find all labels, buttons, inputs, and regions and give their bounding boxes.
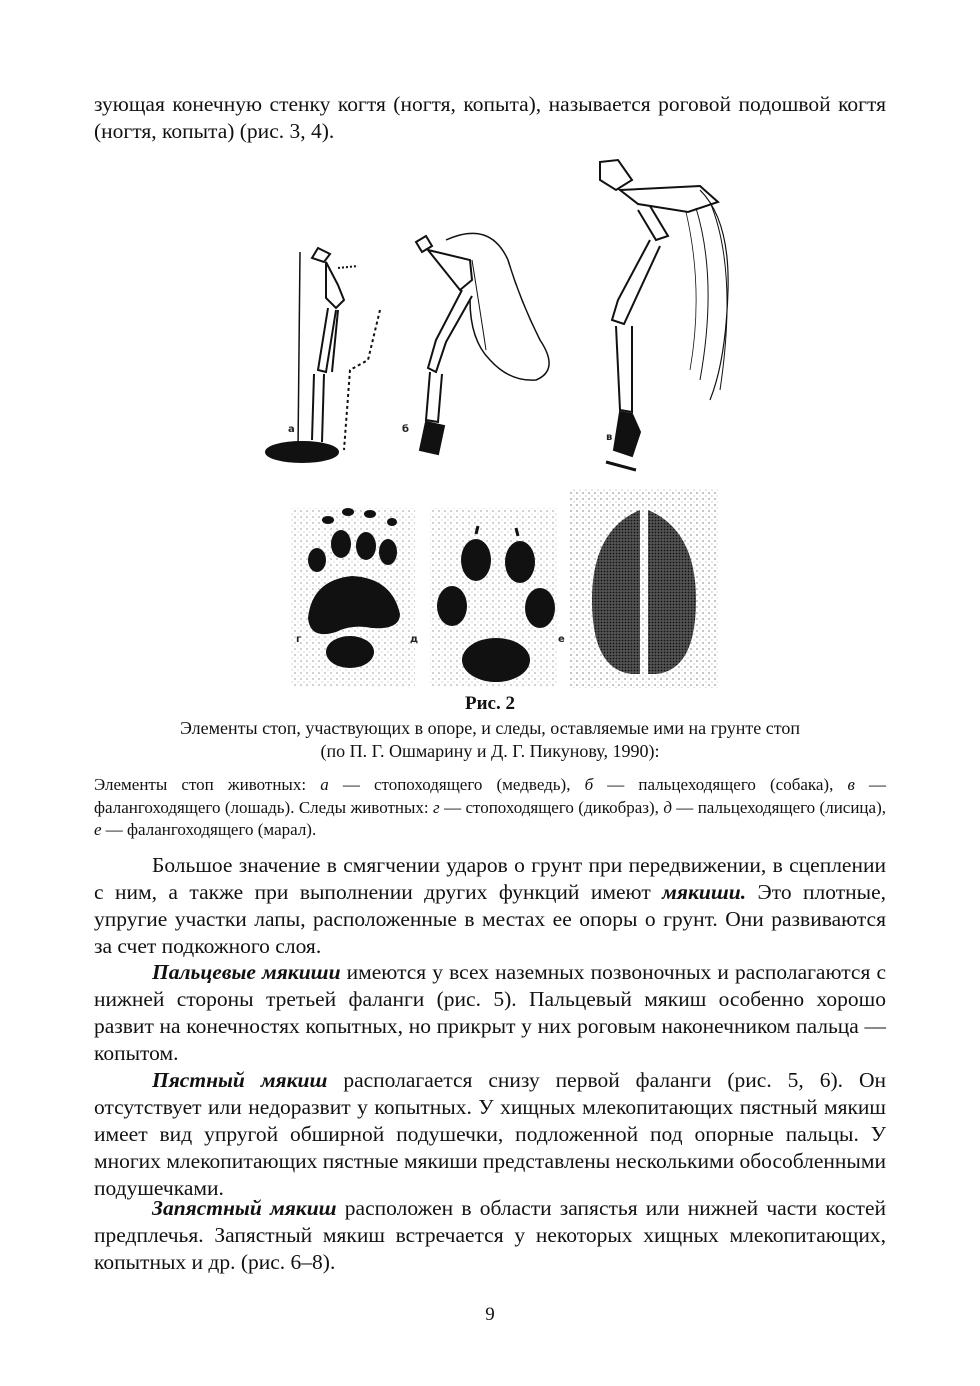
paragraph-pads bbox=[94, 852, 886, 960]
maral-track-drawing bbox=[570, 488, 718, 688]
figure-caption bbox=[120, 717, 860, 763]
label-a: а bbox=[288, 424, 295, 435]
paragraph-text: располагается снизу первой фаланги (рис. 5, 6). Он отсутствует или недоразвит у копытных. У хищных млекопитающих пястный мякиш имеет вид упругой обширной подушечки, подложенной под опорные пальцы. У многих млекопитающих пястные мякиши представлены несколькими обособленными подушечками. bbox=[94, 1068, 886, 1200]
fox-track-drawing bbox=[430, 508, 558, 686]
paragraph-metacarpal-pad bbox=[94, 1067, 886, 1202]
term-digital-pads: Пальцевые мякиши bbox=[152, 960, 341, 984]
figure-title: Рис. 2 bbox=[465, 693, 515, 714]
paragraph-carpal-pad bbox=[94, 1195, 886, 1276]
legend-letter-a: а bbox=[320, 775, 329, 794]
figure-legend bbox=[94, 774, 886, 842]
legend-text: — пальцеходящего (собака), bbox=[593, 775, 848, 794]
bear-limb-drawing bbox=[266, 248, 380, 462]
legend-letter-b: б bbox=[584, 775, 594, 794]
paragraph-text: расположен в области запястья или нижней части костей предплечья. Запястный мякиш встречается у некоторых хищных млекопитающих, копытных и др. (рис. 6–8). bbox=[94, 1196, 886, 1274]
label-e: е bbox=[558, 634, 565, 645]
legend-letter-v: в bbox=[847, 775, 855, 794]
legend-letter-e: е bbox=[94, 820, 102, 839]
caption-line-1: Элементы стоп, участвующих в опоре, и следы, оставляемые ими на грунте стоп bbox=[180, 718, 800, 738]
legend-text: — стопоходящего (медведь), bbox=[328, 775, 585, 794]
figure-2-illustration bbox=[240, 150, 740, 695]
legend-letter-d: д bbox=[663, 797, 672, 817]
paragraph-text: Это плотные, упругие участки лапы, расположенные в местах ее опоры о грунт. Они развиваются за счет подкожного слоя. bbox=[94, 880, 886, 958]
legend-text: — фалангоходящего (лошадь). Следы животных: bbox=[94, 775, 886, 817]
horse-limb-drawing bbox=[600, 160, 728, 470]
top-paragraph: зующая конечную стенку когтя (ногтя, копыта), называется роговой подошвой когтя (ногтя, копыта) (рис. 3, 4). bbox=[94, 92, 886, 143]
legend-text: — стопоходящего (дикобраз), bbox=[439, 797, 664, 817]
caption-line-2: (по П. Г. Ошмарину и Д. Г. Пикунову, 1990): bbox=[320, 741, 660, 761]
paragraph-text: Большое значение в смягчении ударов о грунт при передвижении, в сцеплении с ним, а также при выполнении других функций имеют bbox=[94, 853, 886, 904]
legend-text: Элементы стоп животных: bbox=[94, 775, 321, 794]
label-v: в bbox=[606, 432, 613, 443]
paragraph-digital-pads bbox=[94, 959, 886, 1067]
label-b: б bbox=[402, 424, 409, 435]
legend-text: — пальцеходящего (лисица), bbox=[671, 797, 886, 817]
legend-letter-g: г bbox=[433, 797, 440, 817]
legend-text: — фалангоходящего (марал). bbox=[101, 820, 317, 839]
porcupine-track-drawing bbox=[290, 508, 415, 686]
label-d: д bbox=[410, 634, 419, 645]
term-metacarpal-pad: Пястный мякиш bbox=[152, 1068, 328, 1092]
term-carpal-pad: Запястный мякиш bbox=[152, 1196, 337, 1220]
term-pads: мякиши. bbox=[662, 880, 747, 904]
dog-limb-drawing bbox=[416, 233, 549, 454]
page-number: 9 bbox=[485, 1304, 495, 1325]
label-g: г bbox=[296, 634, 302, 645]
paragraph-text: имеются у всех наземных позвоночных и располагаются с нижней стороны третьей фаланги (рис. 5). Пальцевый мякиш особенно хорошо развит на конечностях копытных, но прикрыт у них роговым наконечником пальца — копытом. bbox=[94, 960, 886, 1065]
